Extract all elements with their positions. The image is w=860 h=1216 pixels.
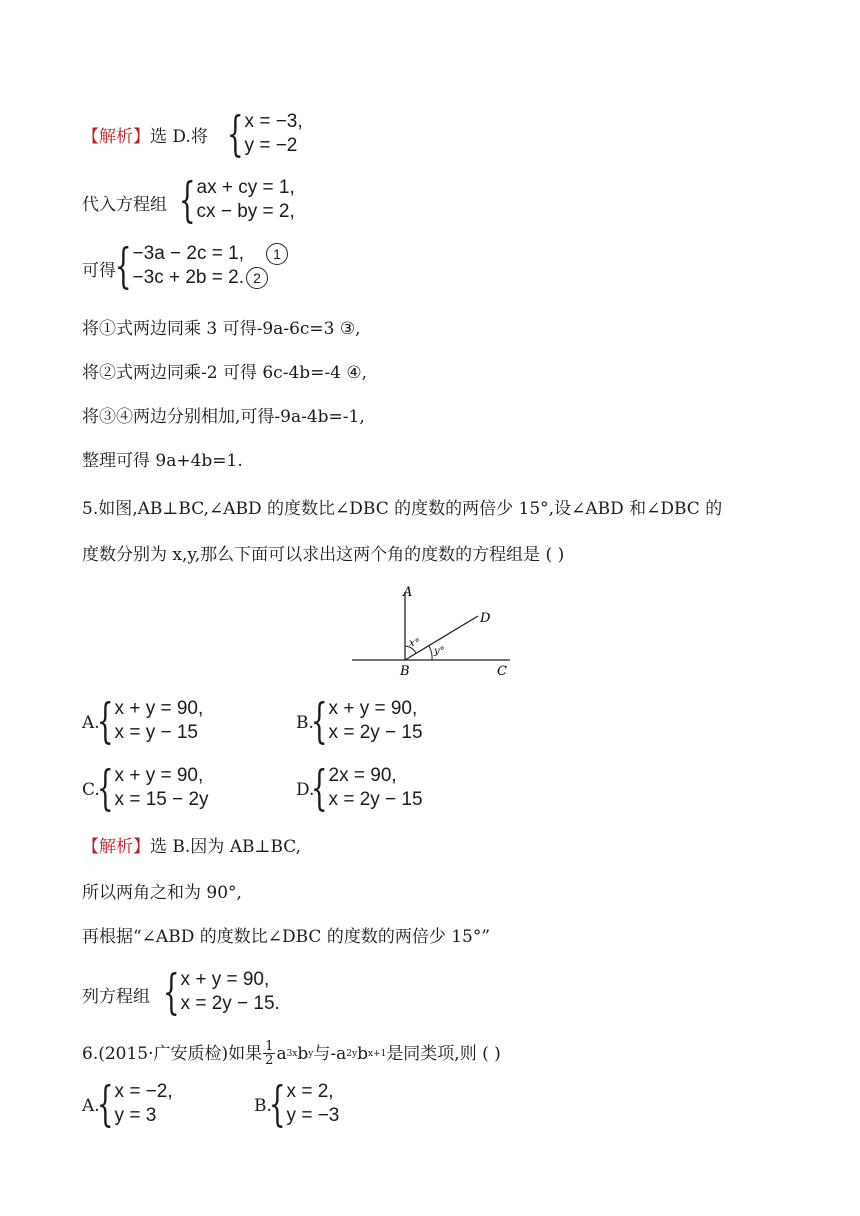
q5-solution-line2: 所以两角之和为 90°, [82, 883, 242, 903]
q5-solution-line3: 再根据“∠ABD 的度数比∠DBC 的度数的两倍少 15°” [82, 927, 491, 947]
q6-stem: 6.(2015·广安质检)如果 1 2 a 3x b y 与- a 2y b x+1 是同类项,则 ( ) [82, 1039, 501, 1068]
fraction-one-half: 1 2 [265, 1039, 274, 1068]
circle-number-1: 1 [266, 243, 288, 265]
q5-solution-sys-label: 列方程组 [82, 987, 150, 1007]
q5-solution-system: { x + y = 90, x = 2y − 15. [162, 964, 280, 1020]
label-d: D [480, 611, 491, 626]
label-y-angle: y° [434, 646, 445, 657]
solution-tag: 【解析】 [82, 837, 150, 857]
q5-solution-line1: 【解析】选 B.因为 AB⊥BC, [82, 837, 302, 857]
q5-stem-line1: 5.如图,AB⊥BC,∠ABD 的度数比∠DBC 的度数的两倍少 15°,设∠ABD 和∠DBC 的 [82, 499, 723, 519]
q4-step-4: 整理可得 9a+4b=1. [82, 451, 243, 471]
q5-option-b-system: { x + y = 90, x = 2y − 15 [310, 693, 423, 749]
label-x-angle: x° [409, 638, 420, 649]
label-b: B [400, 664, 410, 679]
label-a: A [403, 585, 413, 600]
q5-option-d-system: { 2x = 90, x = 2y − 15 [310, 760, 423, 816]
q6-option-b-system: { x = 2, y = −3 [268, 1076, 340, 1132]
q4-system-1: { x = −3, y = −2 [226, 106, 303, 162]
q5-option-c-letter: C. [82, 780, 100, 800]
q5-option-a-system: { x + y = 90, x = y − 15 [96, 693, 204, 749]
q5-option-a-letter: A. [82, 713, 100, 733]
solution-tag: 【解析】 [82, 127, 150, 147]
q4-step-1: 将①式两边同乘 3 可得-9a-6c=3 ③, [82, 319, 361, 339]
q4-step-3: 将③④两边分别相加,可得-9a-4b=-1, [82, 407, 365, 427]
q5-option-b-letter: B. [296, 713, 314, 733]
q6-option-b-letter: B. [254, 1096, 272, 1116]
angle-arc-y [429, 646, 432, 660]
q6-option-a-letter: A. [82, 1096, 100, 1116]
q5-option-c-system: { x + y = 90, x = 15 − 2y [96, 760, 209, 816]
q4-system-3: { −3a − 2c = 1, 1 −3c + 2b = 2. 2 [114, 242, 288, 290]
q6-option-a-system: { x = −2, y = 3 [96, 1076, 173, 1132]
angle-figure [352, 582, 512, 682]
circle-number-2: 2 [246, 267, 268, 289]
q4-get-label: 可得 [82, 261, 116, 281]
q5-option-d-letter: D. [296, 780, 315, 800]
q4-sub-label: 代入方程组 [82, 195, 167, 215]
q4-step-2: 将②式两边同乘-2 可得 6c-4b=-4 ④, [82, 363, 367, 383]
q4-system-2: { ax + cy = 1, cx − by = 2, [178, 172, 295, 228]
label-c: C [497, 664, 507, 679]
q5-stem-line2: 度数分别为 x,y,那么下面可以求出这两个角的度数的方程组是 ( ) [82, 545, 565, 565]
q4-solution-line1: 【解析】选 D.将 [82, 127, 208, 147]
